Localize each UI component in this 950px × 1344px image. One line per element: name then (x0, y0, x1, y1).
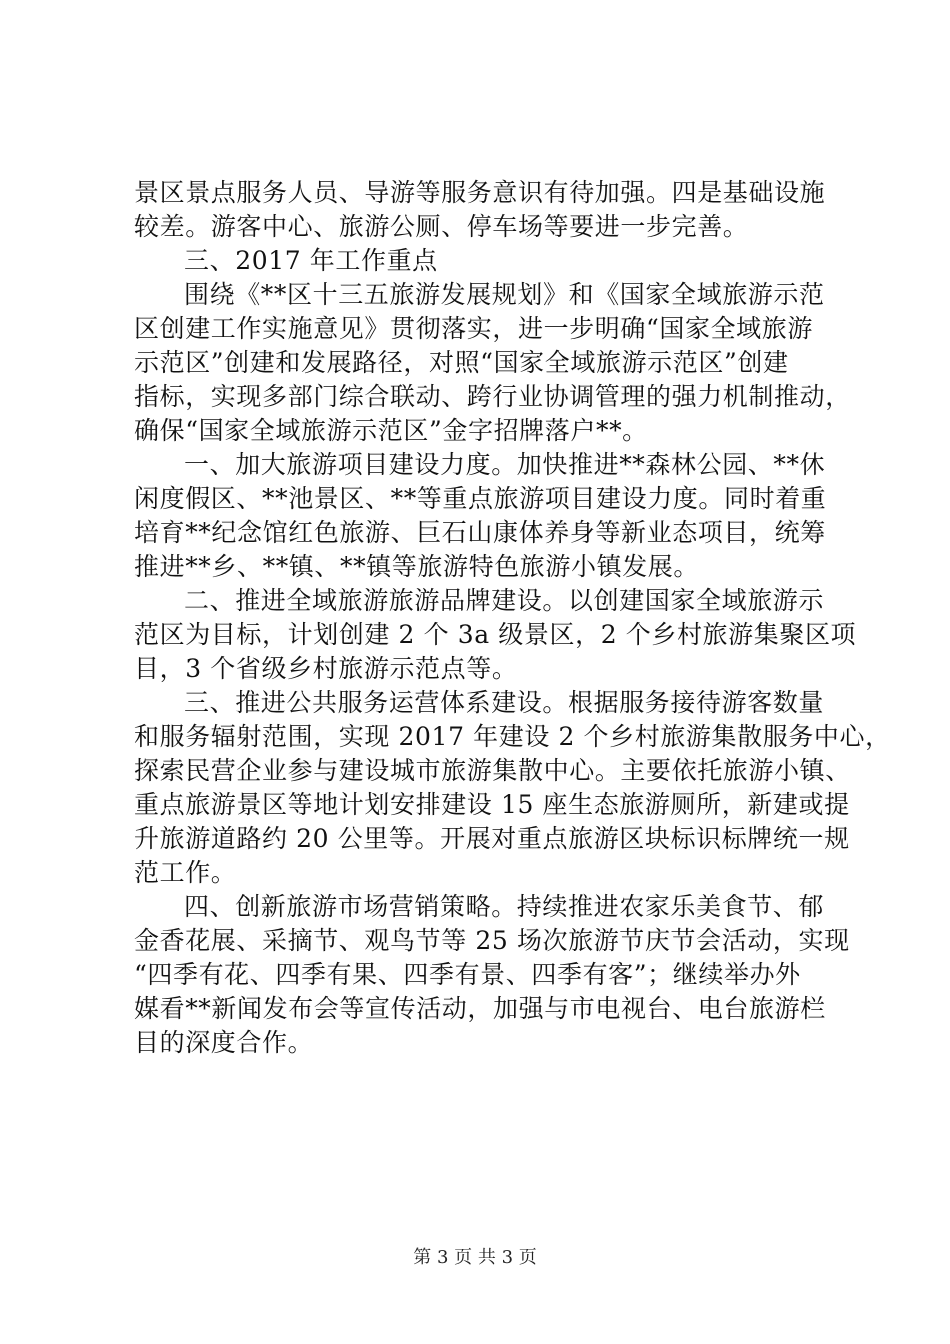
paragraph-line: 景区景点服务人员、导游等服务意识有待加强。四是基础设施 (134, 178, 826, 207)
paragraph-line: 重点旅游景区等地计划安排建设 15 座生态旅游厕所，新建或提 (134, 790, 850, 819)
paragraph-line: 目，3 个省级乡村旅游示范点等。 (134, 654, 518, 683)
paragraph-line: 三、推进公共服务运营体系建设。根据服务接待游客数量 (184, 688, 825, 717)
paragraph-line: 推进**乡、**镇、**镇等旅游特色旅游小镇发展。 (134, 552, 700, 581)
paragraph-line: 较差。游客中心、旅游公厕、停车场等要进一步完善。 (134, 212, 749, 241)
paragraph-line: 区创建工作实施意见》贯彻落实，进一步明确“国家全域旅游 (134, 314, 813, 343)
paragraph-line: “四季有花、四季有果、四季有景、四季有客”；继续举办外 (134, 960, 801, 989)
paragraph-line: 范工作。 (134, 858, 237, 887)
paragraph-line: 和服务辐射范围，实现 2017 年建设 2 个乡村旅游集散服务中心， (134, 722, 891, 751)
paragraph-line: 指标，实现多部门综合联动、跨行业协调管理的强力机制推动， (134, 382, 851, 411)
page-number-footer: 第 3 页 共 3 页 (413, 1247, 537, 1268)
paragraph-line: 目的深度合作。 (134, 1028, 314, 1057)
paragraph-line: 金香花展、采摘节、观鸟节等 25 场次旅游节庆节会活动，实现 (134, 926, 850, 955)
paragraph-line: 围绕《**区十三五旅游发展规划》和《国家全域旅游示范 (184, 280, 825, 309)
paragraph-line: 探索民营企业参与建设城市旅游集散中心。主要依托旅游小镇、 (134, 756, 851, 785)
paragraph-line: 四、创新旅游市场营销策略。持续推进农家乐美食节、郁 (184, 892, 825, 921)
paragraph-line: 一、加大旅游项目建设力度。加快推进**森林公园、**休 (184, 450, 826, 479)
paragraph-line: 范区为目标，计划创建 2 个 3a 级景区，2 个乡村旅游集聚区项 (134, 620, 857, 649)
paragraph-line: 升旅游道路约 20 公里等。开展对重点旅游区块标识标牌统一规 (134, 824, 850, 853)
paragraph-line: 确保“国家全域旅游示范区”金字招牌落户**。 (134, 416, 648, 445)
paragraph-line: 媒看**新闻发布会等宣传活动，加强与市电视台、电台旅游栏 (134, 994, 826, 1023)
paragraph-line: 闲度假区、**池景区、**等重点旅游项目建设力度。同时着重 (134, 484, 827, 513)
section-heading: 三、2017 年工作重点 (184, 246, 438, 275)
paragraph-line: 培育**纪念馆红色旅游、巨石山康体养身等新业态项目，统筹 (134, 518, 826, 547)
paragraph-line: 示范区”创建和发展路径，对照“国家全域旅游示范区”创建 (134, 348, 789, 377)
paragraph-line: 二、推进全域旅游旅游品牌建设。以创建国家全域旅游示 (184, 586, 825, 615)
